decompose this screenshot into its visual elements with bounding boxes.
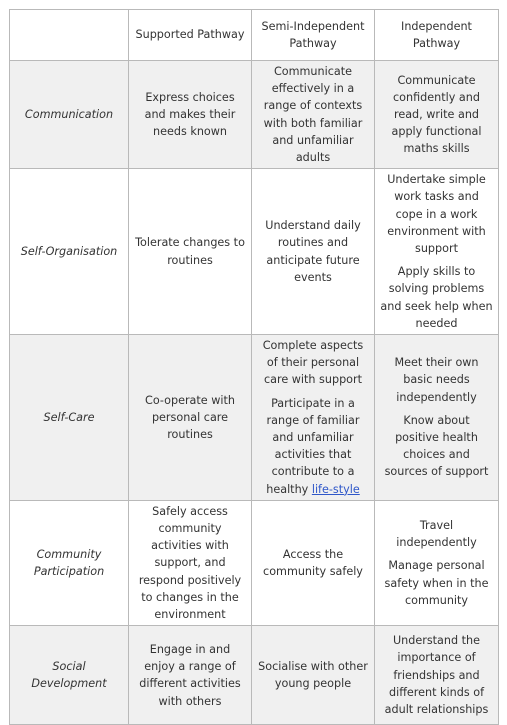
cell-self-organisation-supported: Tolerate changes to routines [129, 169, 252, 335]
header-row [10, 10, 499, 61]
header-supported-pathway: Supported Pathway [129, 10, 252, 61]
row-self-organisation [10, 169, 499, 335]
pathways-table [9, 9, 499, 725]
cell-self-care-independent: Meet their own basic needs independently Know about positive health choices and sources of support [375, 335, 499, 501]
pathways-table-container [9, 9, 499, 725]
cell-social-independent: Understand the importance of friendships and different kinds of adult relationships [375, 626, 499, 725]
cell-community-independent: Travel independently Manage personal safety when in the community [375, 500, 499, 625]
row-label-self-organisation: Self-Organisation [10, 169, 129, 335]
cell-community-semi: Access the community safely [252, 500, 375, 625]
header-independent-pathway: Independent Pathway [375, 10, 499, 61]
cell-self-care-semi: Complete aspects of their personal care with support Participate in a range of familiar and unfamiliar activities that contribute to a healthy life-style [252, 335, 375, 501]
row-label-self-care: Self-Care [10, 335, 129, 501]
header-semi-independent-pathway: Semi-Independent Pathway [252, 10, 375, 61]
cell-communication-independent: Communicate confidently and read, write and apply functional maths skills [375, 61, 499, 169]
cell-social-supported: Engage in and enjoy a range of different activities with others [129, 626, 252, 725]
cell-communication-supported: Express choices and makes their needs known [129, 61, 252, 169]
cell-community-supported: Safely access community activities with support, and respond positively to changes in the environment [129, 500, 252, 625]
row-self-care [10, 335, 499, 501]
row-label-community-participation: Community Participation [10, 500, 129, 625]
cell-social-semi: Socialise with other young people [252, 626, 375, 725]
header-corner-cell [10, 10, 129, 61]
row-communication [10, 61, 499, 169]
self-care-semi-participate: Participate in a range of familiar and unfamiliar activities that contribute to a healthy life-style [266, 396, 360, 496]
row-social-development [10, 626, 499, 725]
cell-self-organisation-independent: Undertake simple work tasks and cope in a work environment with support Apply skills to solving problems and seek help when needed [375, 169, 499, 335]
cell-communication-semi: Communicate effectively in a range of contexts with both familiar and unfamiliar adults [252, 61, 375, 169]
life-style-link[interactable]: life-style [311, 482, 360, 496]
row-label-communication: Communication [10, 61, 129, 169]
cell-self-care-supported: Co-operate with personal care routines [129, 335, 252, 501]
row-label-social-development: Social Development [10, 626, 129, 725]
row-community-participation [10, 500, 499, 625]
cell-self-organisation-semi: Understand daily routines and anticipate future events [252, 169, 375, 335]
